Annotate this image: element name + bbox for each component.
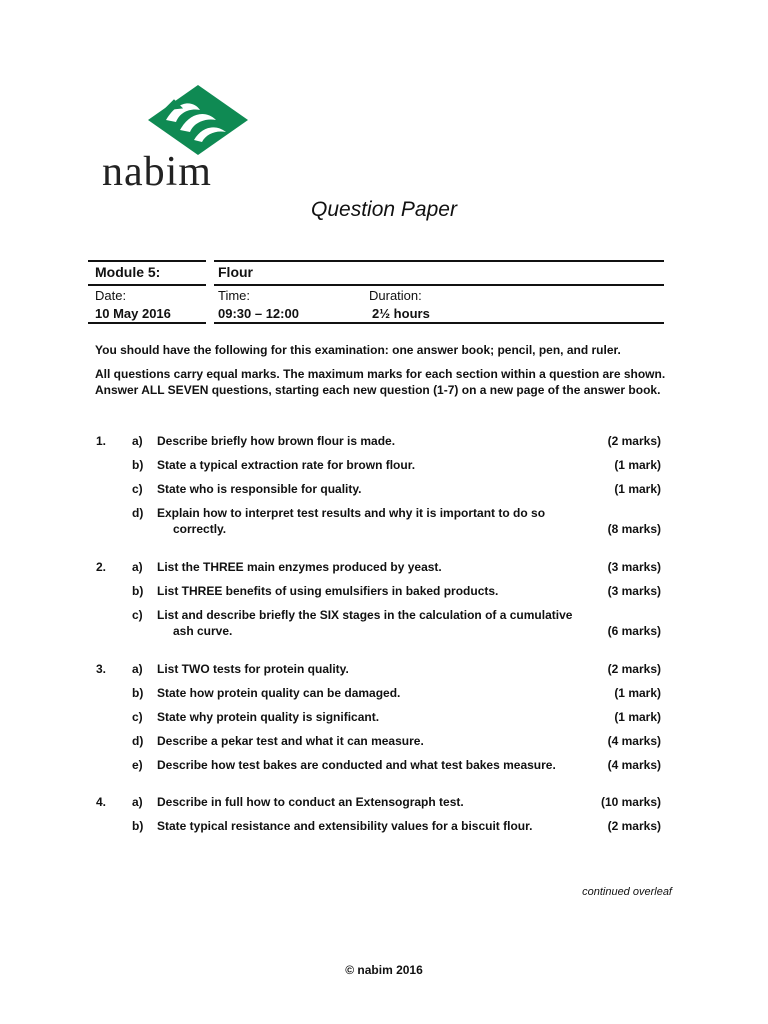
question-marks: (2 marks) [607,662,661,676]
question-marks: (1 mark) [614,482,661,496]
question-marks: (1 mark) [614,458,661,472]
time-value: 09:30 – 12:00 [218,306,299,321]
question-part-label: d) [132,506,144,520]
question-part-label: b) [132,458,144,472]
question-part-label: d) [132,734,144,748]
question-text: State how protein quality can be damaged. [157,686,401,700]
question-marks: (3 marks) [607,560,661,574]
nabim-logo [98,80,248,195]
question-text: Describe in full how to conduct an Extensograph test. [157,795,464,809]
question-text: List the THREE main enzymes produced by yeast. [157,560,442,574]
duration-label: Duration: [369,288,422,303]
question-text: State a typical extraction rate for brown flour. [157,458,416,472]
question-text-continued: correctly. [173,522,227,536]
question-part-label: b) [132,819,144,833]
question-text-continued: ash curve. [173,624,233,638]
question-part-label: c) [132,482,143,496]
question-text: State typical resistance and extensibility values for a biscuit flour. [157,819,533,833]
question-number: 1. [96,434,107,448]
question-text: Describe how test bakes are conducted and what test bakes measure. [157,758,556,772]
question-marks: (4 marks) [607,734,661,748]
question-marks: (6 marks) [607,624,661,638]
instruction-2: All questions carry equal marks. The maximum marks for each section within a question are shown. [95,367,666,381]
question-text: Explain how to interpret test results and why it is important to do so [157,506,546,520]
question-number: 2. [96,560,107,574]
question-marks: (1 mark) [614,710,661,724]
question-part-label: a) [132,795,143,809]
question-text: List TWO tests for protein quality. [157,662,349,676]
copyright-footer: © nabim 2016 [345,963,423,977]
date-label: Date: [95,288,127,303]
question-part-label: c) [132,608,143,622]
question-marks: (4 marks) [607,758,661,772]
question-text: Describe a pekar test and what it can measure. [157,734,424,748]
question-marks: (1 mark) [614,686,661,700]
question-part-label: b) [132,584,144,598]
module-value: Flour [218,264,253,280]
question-text: State who is responsible for quality. [157,482,362,496]
page-title: Question Paper [311,198,457,221]
time-label: Time: [218,288,251,303]
question-text: List and describe briefly the SIX stages in the calculation of a cumulative [157,608,573,622]
question-part-label: b) [132,686,144,700]
question-part-label: a) [132,434,143,448]
question-marks: (8 marks) [607,522,661,536]
duration-value: 2½ hours [372,306,430,321]
question-marks: (3 marks) [607,584,661,598]
instruction-3: Answer ALL SEVEN questions, starting each new question (1-7) on a new page of the answer book. [95,383,661,397]
question-marks: (10 marks) [600,795,661,809]
question-part-label: e) [132,758,143,772]
question-part-label: a) [132,662,143,676]
question-part-label: a) [132,560,143,574]
question-number: 3. [96,662,107,676]
question-text: Describe briefly how brown flour is made. [157,434,396,448]
question-number: 4. [96,795,107,809]
question-marks: (2 marks) [607,434,661,448]
date-value: 10 May 2016 [95,306,171,321]
logo-wordmark: nabim [102,149,212,195]
continued-overleaf-note: continued overleaf [582,886,672,898]
instruction-1: You should have the following for this examination: one answer book; pencil, pen, and ruler. [95,343,621,357]
question-part-label: c) [132,710,143,724]
question-text: State why protein quality is significant. [157,710,380,724]
module-label: Module 5: [95,264,161,280]
question-text: List THREE benefits of using emulsifiers in baked products. [157,584,499,598]
question-marks: (2 marks) [607,819,661,833]
